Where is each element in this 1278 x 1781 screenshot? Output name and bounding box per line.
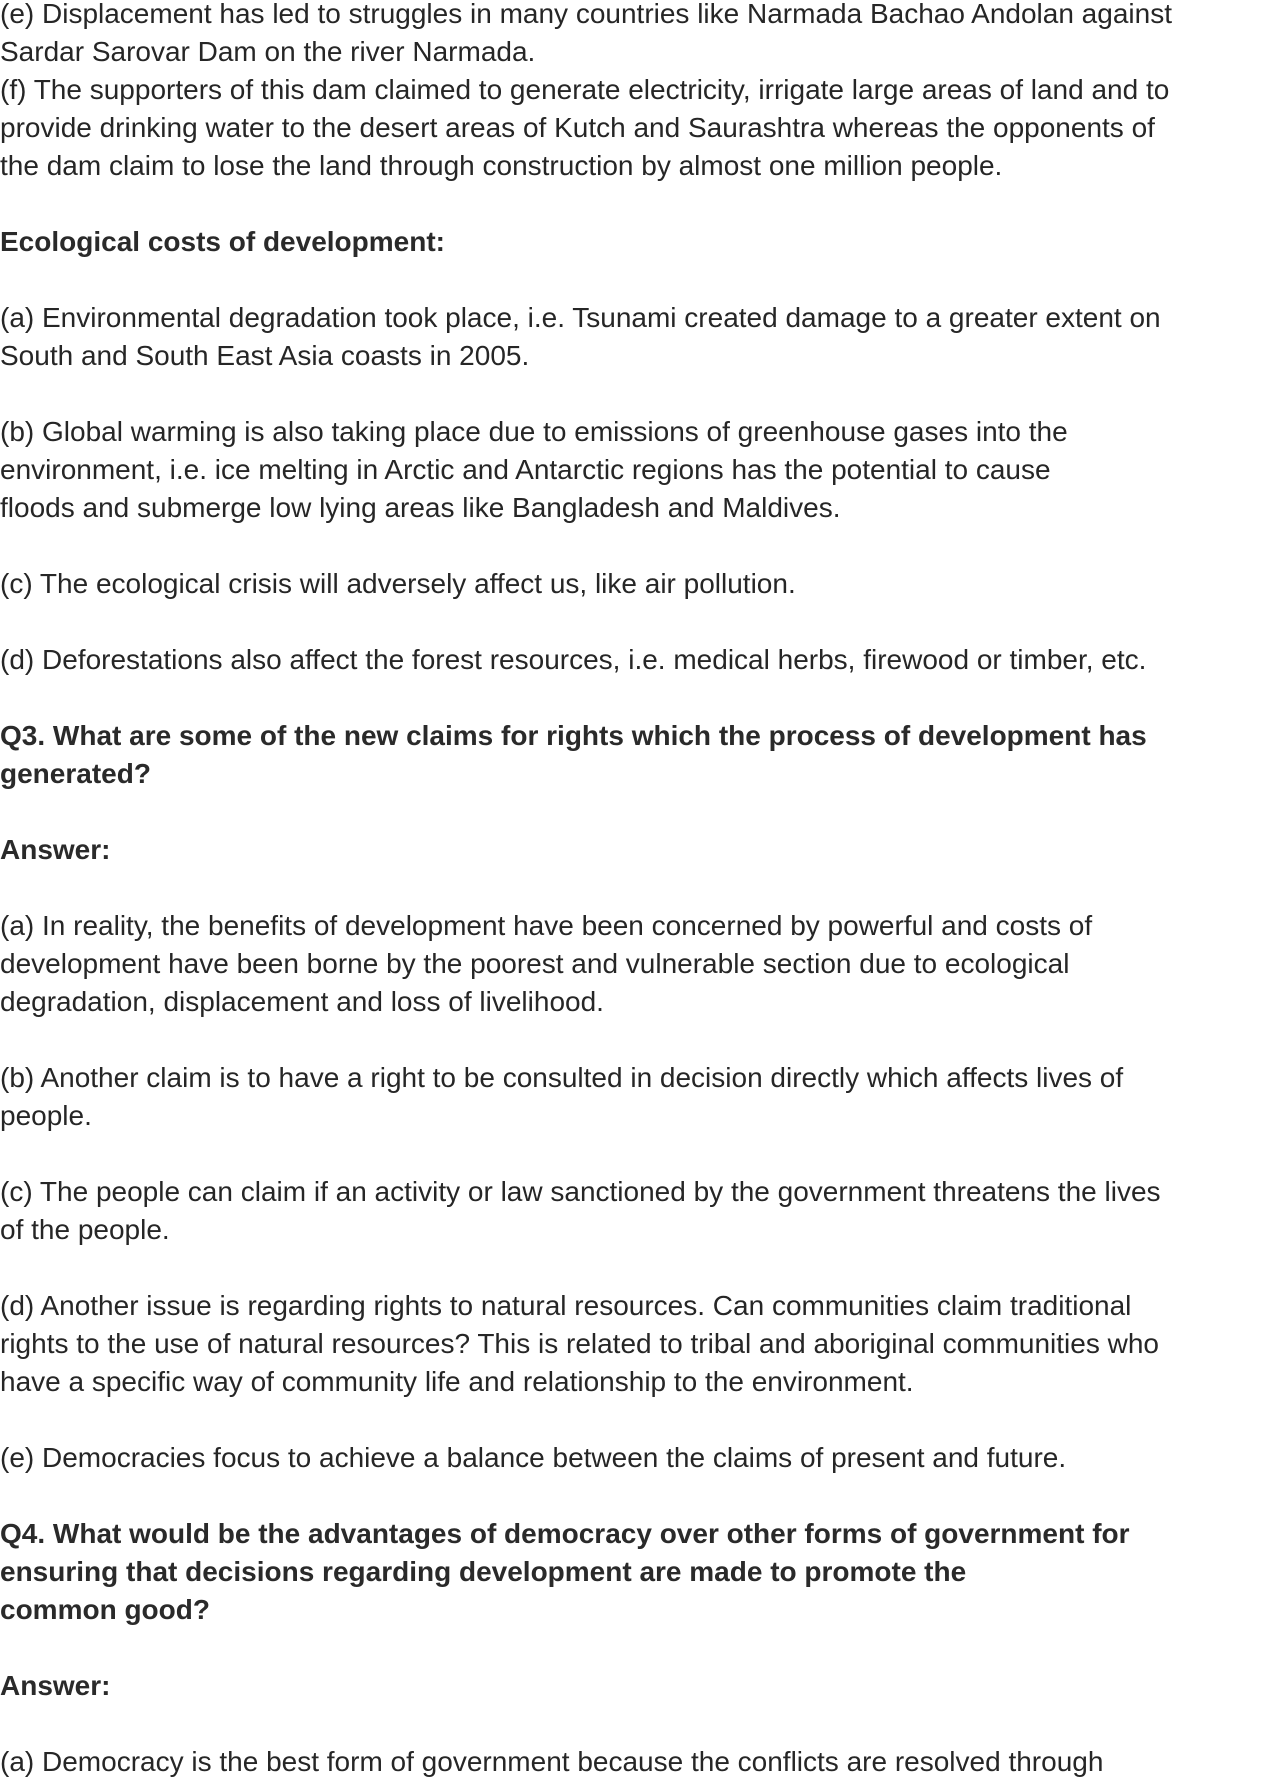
text-line: (d) Another issue is regarding rights to natural resources. Can communities claim traditional (0, 1290, 1132, 1321)
text-line: Sardar Sarovar Dam on the river Narmada. (0, 36, 536, 67)
paragraph (0, 71, 1278, 185)
text-line: (c) The ecological crisis will adversely affect us, like air pollution. (0, 568, 796, 599)
heading (0, 831, 1278, 869)
text-line: generated? (0, 758, 151, 789)
text-line: (f) The supporters of this dam claimed to generate electricity, irrigate large areas of land and to (0, 74, 1170, 105)
text-line: common good? (0, 1594, 210, 1625)
heading (0, 1515, 1278, 1629)
paragraph (0, 1439, 1278, 1477)
text-line: South and South East Asia coasts in 2005. (0, 340, 530, 371)
paragraph (0, 1287, 1278, 1401)
paragraph (0, 907, 1278, 1021)
text-line: have a specific way of community life and relationship to the environment. (0, 1366, 914, 1397)
text-line: Answer: (0, 834, 111, 865)
text-line: degradation, displacement and loss of livelihood. (0, 986, 604, 1017)
text-line: the dam claim to lose the land through construction by almost one million people. (0, 150, 1003, 181)
text-line: (a) In reality, the benefits of development have been concerned by powerful and costs of (0, 910, 1093, 941)
text-line: floods and submerge low lying areas like Bangladesh and Maldives. (0, 492, 841, 523)
text-line: ensuring that decisions regarding development are made to promote the (0, 1556, 967, 1587)
paragraph (0, 0, 1278, 71)
text-line: (a) Democracy is the best form of government because the conflicts are resolved through (0, 1746, 1104, 1777)
text-line: provide drinking water to the desert areas of Kutch and Saurashtra whereas the opponents of (0, 112, 1155, 143)
text-line: (b) Global warming is also taking place due to emissions of greenhouse gases into the (0, 416, 1068, 447)
text-line: Answer: (0, 1670, 111, 1701)
text-line: (d) Deforestations also affect the forest resources, i.e. medical herbs, firewood or timber, etc. (0, 644, 1147, 675)
text-line: environment, i.e. ice melting in Arctic and Antarctic regions has the potential to cause (0, 454, 1051, 485)
text-line: (e) Democracies focus to achieve a balance between the claims of present and future. (0, 1442, 1067, 1473)
text-line: (a) Environmental degradation took place, i.e. Tsunami created damage to a greater extent on (0, 302, 1161, 333)
text-line: rights to the use of natural resources? This is related to tribal and aboriginal communities who (0, 1328, 1159, 1359)
paragraph (0, 1743, 1278, 1781)
paragraph (0, 641, 1278, 679)
text-line: of the people. (0, 1214, 170, 1245)
heading (0, 1667, 1278, 1705)
text-line: people. (0, 1100, 92, 1131)
text-line: Q3. What are some of the new claims for rights which the process of development has (0, 720, 1147, 751)
paragraph (0, 565, 1278, 603)
text-line: development have been borne by the poorest and vulnerable section due to ecological (0, 948, 1070, 979)
paragraph (0, 1173, 1278, 1249)
paragraph (0, 299, 1278, 375)
paragraph (0, 413, 1278, 527)
heading (0, 717, 1278, 793)
text-line: Ecological costs of development: (0, 226, 445, 257)
text-line: Q4. What would be the advantages of democracy over other forms of government for (0, 1518, 1130, 1549)
heading (0, 223, 1278, 261)
text-line: (c) The people can claim if an activity or law sanctioned by the government threatens the lives (0, 1176, 1161, 1207)
text-line: (b) Another claim is to have a right to be consulted in decision directly which affects lives of (0, 1062, 1124, 1093)
paragraph (0, 1059, 1278, 1135)
text-line: (e) Displacement has led to struggles in many countries like Narmada Bachao Andolan against (0, 0, 1172, 29)
